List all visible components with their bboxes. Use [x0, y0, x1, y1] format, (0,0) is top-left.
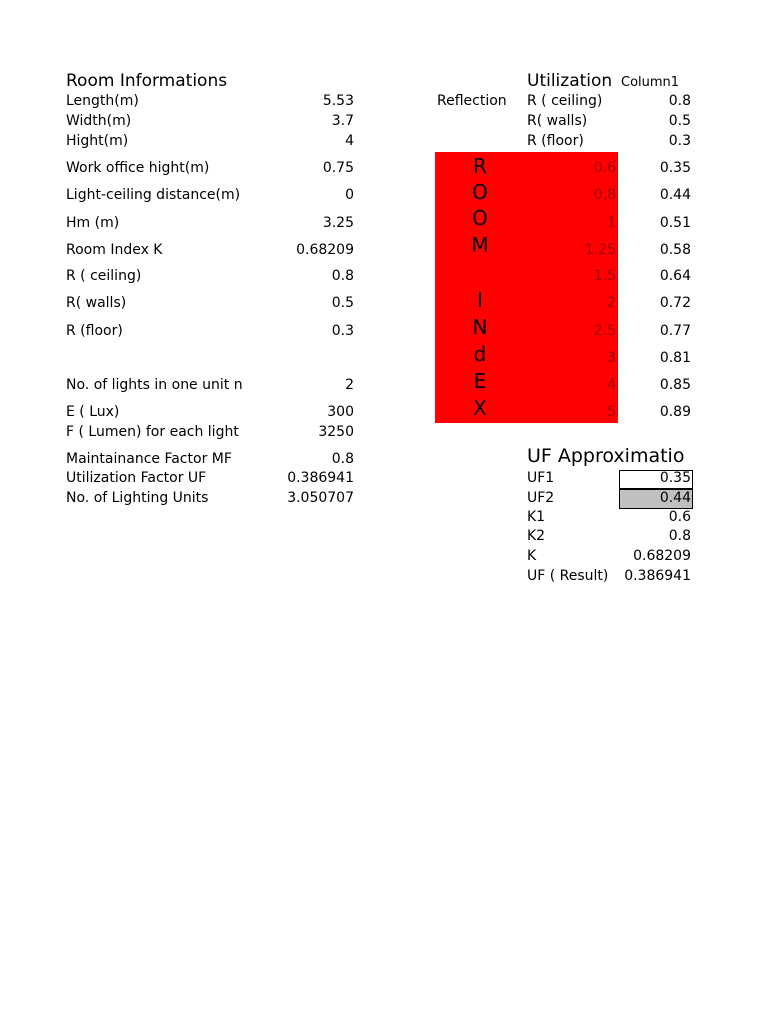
- approx-value-uf-result[interactable]: 0.386941: [624, 568, 691, 584]
- utilization-title: Utilization: [527, 71, 613, 91]
- approx-value-uf2[interactable]: 0.44: [659, 490, 691, 506]
- room-label-length: Length(m): [66, 93, 139, 109]
- reflection-label: Reflection: [437, 93, 507, 109]
- room-value-light-ceiling[interactable]: 0: [345, 187, 354, 203]
- k-value[interactable]: 1.25: [584, 242, 616, 258]
- k-value[interactable]: 3: [607, 350, 616, 366]
- approx-label-k: K: [527, 548, 537, 564]
- uf-value[interactable]: 0.51: [659, 215, 691, 231]
- room-label-r-ceiling: R ( ceiling): [66, 268, 142, 284]
- room-label-light-ceiling: Light-ceiling distance(m): [66, 187, 241, 203]
- room-index-letter: N: [472, 315, 488, 339]
- uf-value[interactable]: 0.77: [659, 323, 691, 339]
- uf-value[interactable]: 0.35: [659, 160, 691, 176]
- room-label-height: Hight(m): [66, 133, 129, 149]
- k-value[interactable]: 0.8: [593, 187, 616, 203]
- uf-value[interactable]: 0.89: [659, 404, 691, 420]
- room-index-letter: O: [472, 180, 488, 204]
- approx-value-k1[interactable]: 0.6: [668, 509, 691, 525]
- uf-value[interactable]: 0.64: [659, 268, 691, 284]
- approx-label-uf2: UF2: [527, 490, 555, 506]
- refl-label-floor: R (floor): [527, 133, 584, 149]
- room-value-hm[interactable]: 3.25: [322, 215, 354, 231]
- room-index-letter: d: [473, 342, 487, 366]
- room-label-room-index: Room Index K: [66, 242, 163, 258]
- k-value[interactable]: 2.5: [593, 323, 616, 339]
- refl-label-ceiling: R ( ceiling): [527, 93, 603, 109]
- uf-value[interactable]: 0.44: [659, 187, 691, 203]
- room-label-mf: Maintainance Factor MF: [66, 451, 232, 467]
- approx-label-k1: K1: [527, 509, 546, 525]
- room-value-r-ceiling[interactable]: 0.8: [331, 268, 354, 284]
- room-value-work-height[interactable]: 0.75: [322, 160, 354, 176]
- k-value[interactable]: 1: [607, 215, 616, 231]
- refl-label-walls: R( walls): [527, 113, 588, 129]
- room-value-height[interactable]: 4: [345, 133, 354, 149]
- room-index-letter: O: [472, 206, 488, 230]
- room-index-letter: M: [471, 233, 489, 257]
- k-value[interactable]: 4: [607, 377, 616, 393]
- room-value-r-floor[interactable]: 0.3: [331, 323, 354, 339]
- approx-label-uf1: UF1: [527, 470, 555, 486]
- k-value[interactable]: 2: [607, 295, 616, 311]
- k-value[interactable]: 5: [607, 404, 616, 420]
- room-label-lumen: F ( Lumen) for each light: [66, 424, 239, 440]
- room-index-letter: X: [473, 396, 487, 420]
- room-label-r-floor: R (floor): [66, 323, 123, 339]
- k-value[interactable]: 0.6: [593, 160, 616, 176]
- room-value-r-walls[interactable]: 0.5: [331, 295, 354, 311]
- approx-label-k2: K2: [527, 528, 546, 544]
- room-label-work-height: Work office hight(m): [66, 160, 210, 176]
- uf-value[interactable]: 0.85: [659, 377, 691, 393]
- room-value-lumen[interactable]: 3250: [318, 424, 354, 440]
- room-value-width[interactable]: 3.7: [331, 113, 354, 129]
- approx-value-uf1[interactable]: 0.35: [659, 470, 691, 486]
- room-label-hm: Hm (m): [66, 215, 120, 231]
- room-label-lux: E ( Lux): [66, 404, 120, 420]
- column-header: Column1: [621, 75, 680, 90]
- room-index-letter: R: [473, 154, 487, 178]
- approx-label-uf-result: UF ( Result): [527, 568, 609, 584]
- refl-value-ceiling[interactable]: 0.8: [668, 93, 691, 109]
- approx-value-k[interactable]: 0.68209: [633, 548, 691, 564]
- room-index-letter: E: [473, 369, 487, 393]
- room-label-lights-per-unit: No. of lights in one unit n: [66, 377, 243, 393]
- room-value-lux[interactable]: 300: [327, 404, 354, 420]
- uf-approx-title: UF Approximatio: [527, 445, 685, 467]
- uf-value[interactable]: 0.58: [659, 242, 691, 258]
- room-value-mf[interactable]: 0.8: [331, 451, 354, 467]
- room-value-length[interactable]: 5.53: [322, 93, 354, 109]
- room-label-lighting-units: No. of Lighting Units: [66, 490, 209, 506]
- room-label-uf: Utilization Factor UF: [66, 470, 207, 486]
- room-index-block: [435, 152, 618, 423]
- room-index-letter: I: [477, 288, 483, 312]
- uf-value[interactable]: 0.72: [659, 295, 691, 311]
- refl-value-floor[interactable]: 0.3: [668, 133, 691, 149]
- refl-value-walls[interactable]: 0.5: [668, 113, 691, 129]
- room-value-room-index[interactable]: 0.68209: [296, 242, 354, 258]
- room-value-uf[interactable]: 0.386941: [287, 470, 354, 486]
- room-info-title: Room Informations: [66, 71, 228, 91]
- k-value[interactable]: 1.5: [593, 268, 616, 284]
- room-value-lighting-units[interactable]: 3.050707: [287, 490, 354, 506]
- approx-value-k2[interactable]: 0.8: [668, 528, 691, 544]
- room-value-lights-per-unit[interactable]: 2: [345, 377, 354, 393]
- room-label-width: Width(m): [66, 113, 132, 129]
- room-label-r-walls: R( walls): [66, 295, 127, 311]
- uf-value[interactable]: 0.81: [659, 350, 691, 366]
